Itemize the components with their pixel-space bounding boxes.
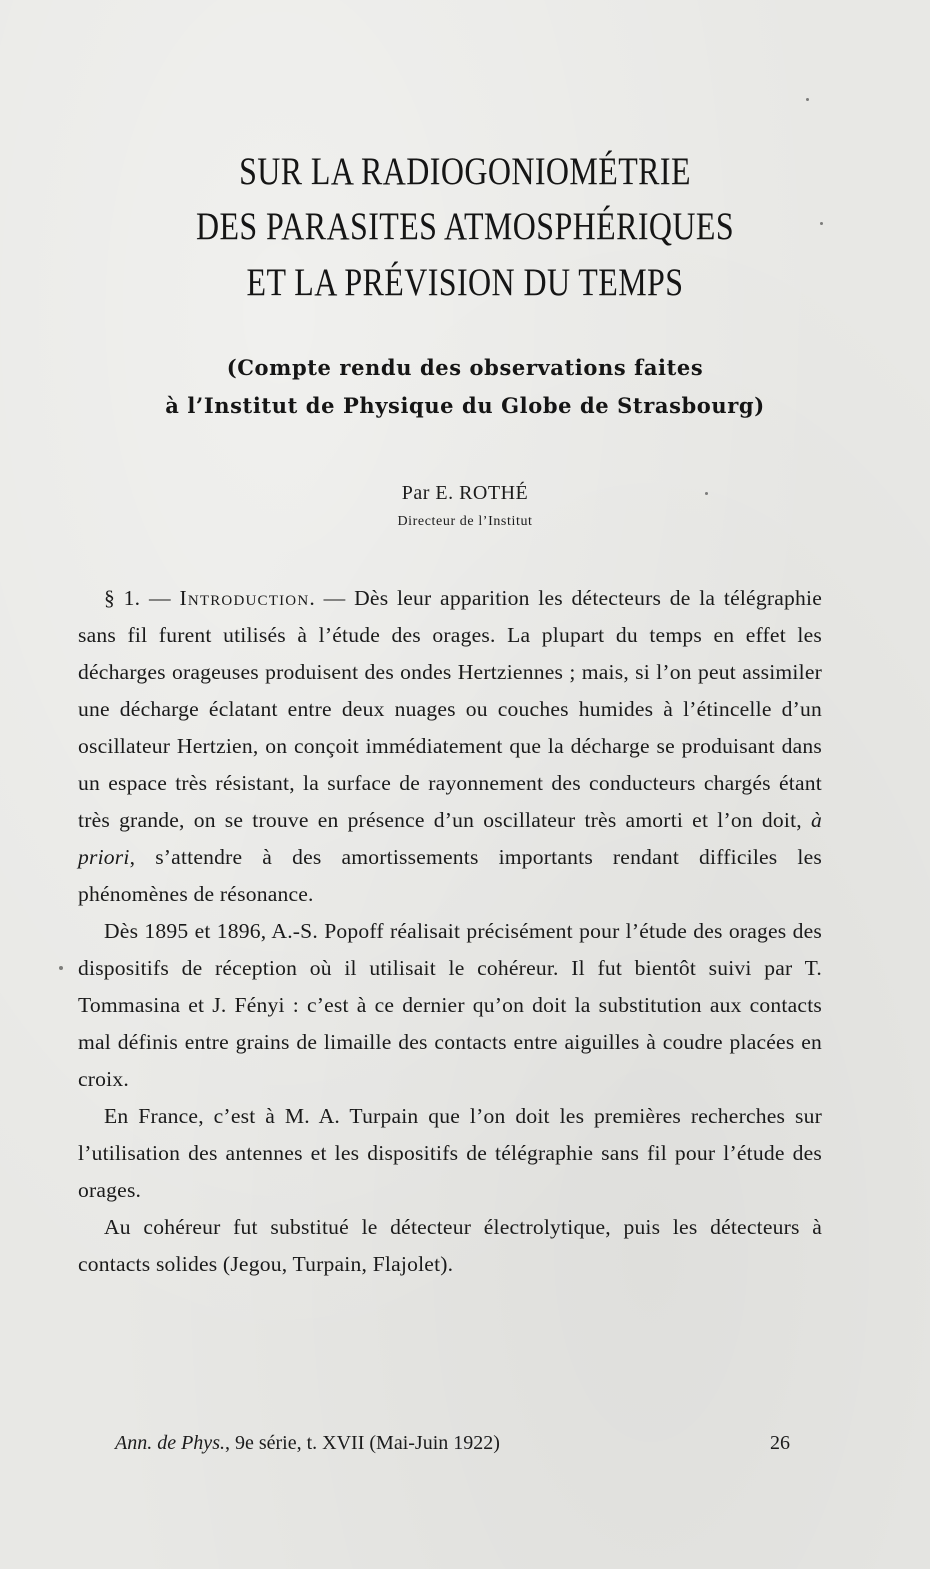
paragraph-turpain: En France, c’est à M. A. Turpain que l’on doit les premières recherches sur l’utilisation des antennes et les dispositifs de télégraphie sans fil pour l’étude des orages.	[78, 1104, 822, 1202]
paragraph-popoff: Dès 1895 et 1896, A.-S. Popoff réalisait précisément pour l’étude des orages des dispositifs de réception où il utilisait le cohéreur. Il fut bientôt suivi par T. Tommasina et J. Fényi : c’est à ce dernier qu’on doit la substitution aux contacts mal définis entre grains de limaille des contacts entre aiguilles à coudre placées en croix.	[78, 919, 822, 1091]
author-byline: Par E. ROTHÉ	[401, 482, 529, 504]
title-line-2: DES PARASITES ATMOSPHÉRIQUES	[195, 205, 735, 248]
title-line-1: SUR LA RADIOGONIOMÉTRIE	[239, 150, 691, 193]
journal-name: Ann. de Phys.	[115, 1432, 225, 1454]
title-line-3: ET LA PRÉVISION DU TEMPS	[246, 261, 684, 304]
scan-speck	[705, 492, 708, 495]
article-body	[78, 580, 822, 1283]
section-mark: § 1. —	[104, 586, 180, 610]
page-number: 26	[770, 1432, 790, 1454]
subtitle-line-1: (Compte rendu des observations faites	[226, 355, 704, 380]
paragraph-text-continued: , s’attendre à des amortissements importants rendant difficiles les phénomènes de résonance.	[78, 845, 822, 906]
italic-phrase: à priori	[78, 808, 822, 869]
author-affiliation: Directeur de l’Institut	[397, 514, 533, 529]
paragraph-text: Dès leur apparition les détecteurs de la télégraphie sans fil furent utilisés à l’étude des orages. La plupart du temps en effet les décharges orageuses produisent des ondes Hertziennes ; mais, si l’on peut assimiler une décharge éclatant entre deux nuages ou couches humides à l’étincelle d’un oscillateur Hertzien, on conçoit immédiatement que la décharge se produisant dans un espace très résistant, la surface de rayonnement des conducteurs chargés étant très grande, on se trouve en présence d’un oscillateur très amorti et l’on doit,	[78, 586, 822, 832]
journal-citation	[115, 1433, 500, 1453]
section-heading: Introduction	[179, 586, 310, 610]
paragraph-detectors: Au cohéreur fut substitué le détecteur électrolytique, puis les détecteurs à contacts solides (Jegou, Turpain, Flajolet).	[78, 1215, 822, 1276]
journal-details: , 9e série, t. XVII (Mai-Juin 1922)	[224, 1432, 500, 1454]
section-heading-tail: . —	[309, 586, 355, 610]
subtitle-line-2: à l’Institut de Physique du Globe de Strasbourg)	[165, 393, 765, 418]
scan-speck	[820, 222, 823, 225]
scan-speck	[806, 98, 809, 101]
paragraph-introduction	[78, 580, 822, 913]
scan-speck	[59, 966, 63, 970]
